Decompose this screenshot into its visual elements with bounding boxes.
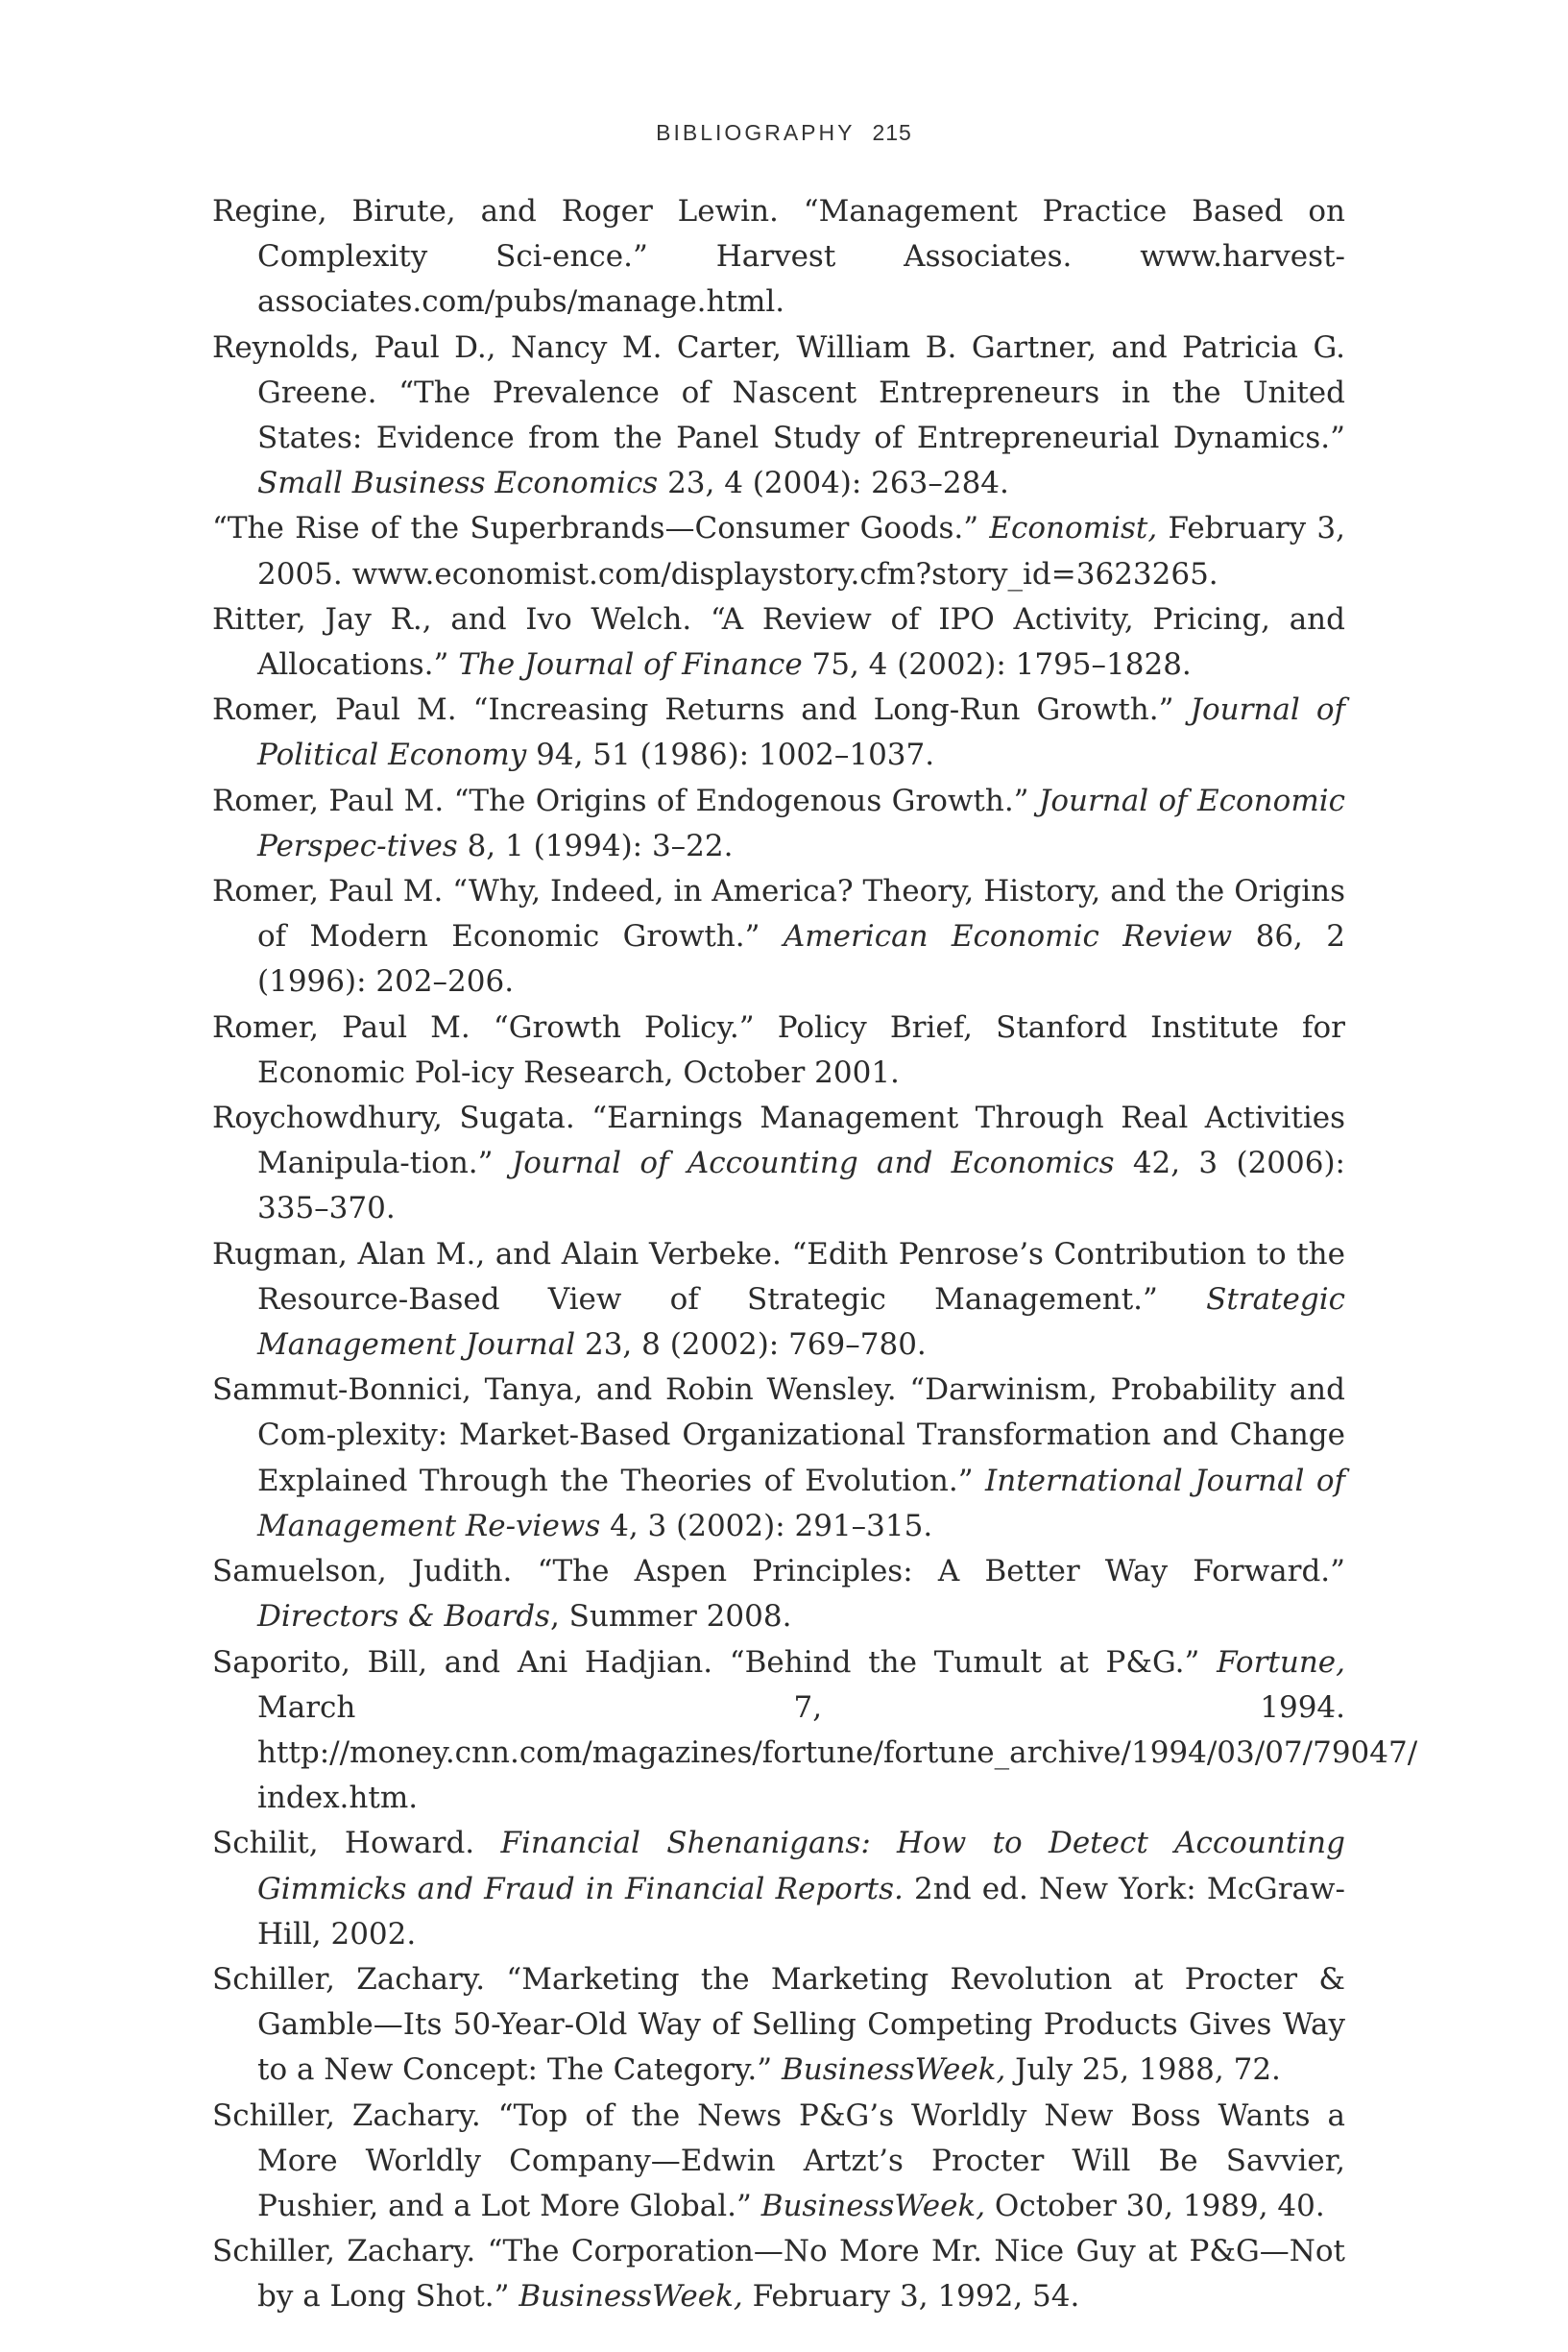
entry-text: Saporito, Bill, and Ani Hadjian. “Behind the Tumult at P&G.” xyxy=(212,1644,1218,1680)
entry-italic: International Journal of Management Re-views xyxy=(257,1463,1345,1543)
entry-text-after: 8, 1 (1994): 3–22. xyxy=(457,828,734,863)
bibliography-entry xyxy=(212,1232,1345,1369)
entry-italic: BusinessWeek, xyxy=(519,2279,743,2315)
entry-text: Romer, Paul M. “Why, Indeed, in America? Theory, History, and the Origins of Modern Economic Growth.” xyxy=(212,874,1345,955)
bibliography-entry xyxy=(212,326,1345,507)
entry-italic: Financial Shenanigans: How to Detect Accounting Gimmicks and Fraud in Financial Reports. xyxy=(257,1826,1345,1906)
bibliography-entry xyxy=(212,1096,1345,1232)
entry-text: Rugman, Alan M., and Alain Verbeke. “Edith Penrose’s Contribution to the Resource-Based View of Strategic Management.” xyxy=(212,1236,1345,1317)
entry-text: Sammut-Bonnici, Tanya, and Robin Wensley. “Darwinism, Probability and Com-plexity: Market-Based Organizational Transformation and Change Explained Through the Theories of Evolution.” xyxy=(212,1372,1345,1498)
bibliography-entry xyxy=(212,1957,1345,2094)
entry-text: Schiller, Zachary. “The Corporation—No More Mr. Nice Guy at P&G—Not by a Long Shot.” xyxy=(212,2234,1345,2315)
bibliography-entry xyxy=(212,1821,1345,1957)
entry-italic: American Economic Review xyxy=(783,919,1233,955)
entry-text: Romer, Paul M. “Increasing Returns and Long-Run Growth.” xyxy=(212,692,1191,728)
entry-text: “The Rise of the Superbrands—Consumer Goods.” xyxy=(212,511,990,546)
entry-text: Reynolds, Paul D., Nancy M. Carter, William B. Gartner, and Patricia G. Greene. “The Prevalence of Nascent Entrepreneurs in the United States: Evidence from the Panel Study of Entrepreneurial Dynamics.” xyxy=(212,329,1345,456)
entry-text-after: February 3, 2005. www.economist.com/displaystory.cfm?story_id=3623265. xyxy=(257,511,1345,592)
entry-text: Regine, Birute, and Roger Lewin. “Management Practice Based on Complexity Sci-ence.” Harvest Associates. www.harvest-associates.com/pubs/manage.html. xyxy=(212,194,1345,320)
bibliography-entry xyxy=(212,2094,1345,2230)
running-header xyxy=(0,120,1568,146)
entry-text: Schiller, Zachary. “Top of the News P&G’s Worldly New Boss Wants a More Worldly Company—Edwin Artzt’s Procter Will Be Savvier, Pushier, and a Lot More Global.” xyxy=(212,2097,1345,2223)
entry-text: Roychowdhury, Sugata. “Earnings Management Through Real Activities Manipula-tion.” xyxy=(212,1101,1345,1181)
entry-text-after: October 30, 1989, 40. xyxy=(985,2188,1325,2223)
entry-text-after: 4, 3 (2002): 291–315. xyxy=(600,1508,933,1543)
entry-text: Ritter, Jay R., and Ivo Welch. “A Review of IPO Activity, Pricing, and Allocations.” xyxy=(212,601,1345,683)
entry-text: Schiller, Zachary. “Marketing the Marketing Revolution at Procter & Gamble—Its 50-Year-Old Way of Selling Competing Products Gives Way to a New Concept: The Category.” xyxy=(212,1961,1345,2088)
entry-text: Samuelson, Judith. “The Aspen Principles: A Better Way Forward.” xyxy=(212,1554,1345,1589)
entry-italic: BusinessWeek, xyxy=(760,2188,986,2223)
entry-text-after: 75, 4 (2002): 1795–1828. xyxy=(802,647,1192,683)
entry-text-after: July 25, 1988, 72. xyxy=(1005,2052,1281,2088)
entry-italic: Directors & Boards xyxy=(257,1599,550,1635)
bibliography-entry xyxy=(212,597,1345,688)
entry-text-after: 23, 8 (2002): 769–780. xyxy=(575,1327,927,1363)
entry-text-after: 23, 4 (2004): 263–284. xyxy=(658,466,1009,501)
entry-italic: The Journal of Finance xyxy=(458,647,803,683)
bibliography-entry xyxy=(212,1640,1418,1822)
bibliography-list xyxy=(212,189,1418,2320)
bibliography-entry xyxy=(212,2229,1345,2319)
entry-italic: BusinessWeek, xyxy=(781,2052,1006,2088)
entry-italic: Fortune, xyxy=(1217,1644,1345,1680)
bibliography-entry xyxy=(212,869,1345,1006)
entry-italic: Journal of Accounting and Economics xyxy=(511,1146,1115,1181)
entry-text: Romer, Paul M. “The Origins of Endogenous Growth.” xyxy=(212,783,1039,818)
entry-text-after: 42, 3 (2006): 335–370. xyxy=(257,1146,1345,1226)
entry-italic: Small Business Economics xyxy=(257,466,659,501)
bibliography-entry xyxy=(212,779,1345,869)
bibliography-entry xyxy=(212,1368,1345,1549)
entry-italic: Journal of Political Economy xyxy=(257,692,1345,773)
bibliography-entry xyxy=(212,506,1345,596)
page-number: 215 xyxy=(872,120,912,145)
bibliography-entry xyxy=(212,1549,1345,1639)
entry-italic: Economist, xyxy=(989,511,1158,546)
running-header-title: BIBLIOGRAPHY xyxy=(656,120,856,145)
entry-text: Schilit, Howard. xyxy=(212,1826,501,1861)
bibliography-entry xyxy=(212,688,1345,778)
entry-italic: Strategic Management Journal xyxy=(257,1281,1345,1363)
entry-text: Romer, Paul M. “Growth Policy.” Policy Brief, Stanford Institute for Economic Pol-icy Research, October 2001. xyxy=(212,1009,1345,1090)
entry-text-after: 2nd ed. New York: McGraw-Hill, 2002. xyxy=(257,1871,1346,1952)
entry-text-after: 94, 51 (1986): 1002–1037. xyxy=(526,738,935,773)
bibliography-entry xyxy=(212,1006,1345,1096)
entry-italic: Journal of Economic Perspec-tives xyxy=(257,783,1345,863)
entry-text-after: February 3, 1992, 54. xyxy=(742,2279,1080,2315)
entry-text-after: 86, 2 (1996): 202–206. xyxy=(257,919,1345,1000)
entry-text-after: , Summer 2008. xyxy=(549,1599,792,1635)
entry-text-after: March 7, 1994. http://money.cnn.com/magazines/fortune/fortune_archive/1994/03/07/79047/ index.htm. xyxy=(257,1689,1418,1816)
bibliography-entry xyxy=(212,189,1345,326)
